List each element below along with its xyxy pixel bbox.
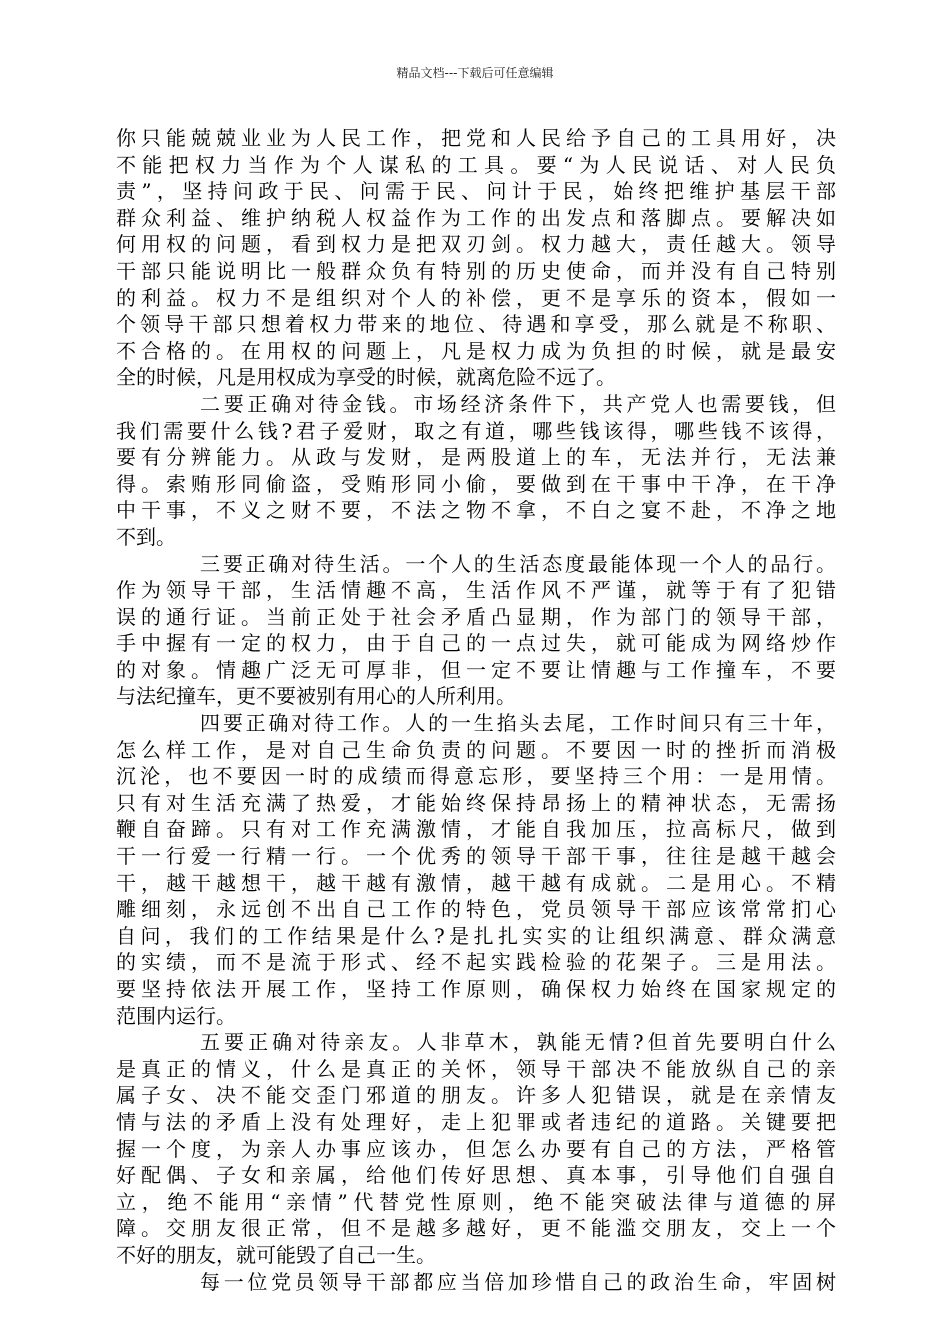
- text-line: 全的时候，凡是用权成为享受的时候，就离危险不远了。: [116, 365, 616, 390]
- text-line: 不能把权力当作为个人谋私的工具。要“为人民说话、对人民负: [116, 152, 836, 177]
- text-line: 属子女、决不能交歪门邪道的朋友。许多人犯错误，就是在亲情友: [116, 1083, 836, 1108]
- text-line: 干部只能说明比一般群众负有特别的历史使命，而并没有自己特别: [116, 258, 836, 283]
- text-line: 何用权的问题，看到权力是把双刃剑。权力越大，责任越大。领导: [116, 232, 836, 257]
- text-line: 要有分辨能力。从政与发财，是两股道上的车，无法并行，无法兼: [116, 445, 836, 470]
- page-header: 精品文档---下载后可任意编辑: [396, 66, 554, 80]
- text-line: 责”，坚持问政于民、问需于民、问计于民，始终把维护基层干部: [116, 179, 836, 204]
- paragraph-first-line: 三要正确对待生活。一个人的生活态度最能体现一个人的品行。: [200, 551, 836, 576]
- text-line: 情与法的矛盾上没有处理好，走上犯罪或者违纪的道路。关键要把: [116, 1109, 836, 1134]
- text-line: 自问，我们的工作结果是什么?是扎扎实实的让组织满意、群众满意: [116, 923, 836, 948]
- text-line: 障。交朋友很正常，但不是越多越好，更不能滥交朋友，交上一个: [116, 1216, 836, 1241]
- text-line: 立，绝不能用“亲情”代替党性原则，绝不能突破法律与道德的屏: [116, 1189, 836, 1214]
- text-line: 我们需要什么钱?君子爱财，取之有道，哪些钱该得，哪些钱不该得，: [116, 418, 836, 443]
- paragraph-first-line: 二要正确对待金钱。市场经济条件下，共产党人也需要钱，但: [200, 391, 836, 416]
- text-line: 的利益。权力不是组织对个人的补偿，更不是享乐的资本，假如一: [116, 285, 836, 310]
- text-line: 只有对生活充满了热爱，才能始终保持昂扬上的精神状态，无需扬: [116, 790, 836, 815]
- paragraph-first-line: 五要正确对待亲友。人非草木，孰能无情?但首先要明白什么: [200, 1030, 836, 1055]
- text-line: 好配偶、子女和亲属，给他们传好思想、真本事，引导他们自强自: [116, 1163, 836, 1188]
- text-line: 怎么样工作，是对自己生命负责的问题。不要因一时的挫折而消极: [116, 737, 836, 762]
- text-line: 干，越干越想干，越干越有激情，越干越有成就。二是用心。不精: [116, 870, 836, 895]
- text-line: 雕细刻，永远创不出自己工作的特色，党员领导干部应该常常扪心: [116, 897, 836, 922]
- text-line: 鞭自奋蹄。只有对工作充满激情，才能自我加压，拉高标尺，做到: [116, 817, 836, 842]
- text-line: 得。索贿形同偷盗，受贿形同小偷，要做到在干事中干净，在干净: [116, 471, 836, 496]
- document-body: [116, 125, 836, 1295]
- text-line: 范围内运行。: [116, 1003, 236, 1028]
- text-line: 不合格的。在用权的问题上，凡是权力成为负担的时候，就是最安: [116, 338, 836, 363]
- text-line: 不好的朋友，就可能毁了自己一生。: [116, 1242, 436, 1267]
- text-line: 不到。: [116, 524, 176, 549]
- text-line: 中干事，不义之财不要，不法之物不拿，不白之宴不赴，不净之地: [116, 498, 836, 523]
- text-line: 沉沦，也不要因一时的成绩而得意忘形，要坚持三个用：一是用情。: [116, 764, 836, 789]
- text-line: 作为领导干部，生活情趣不高，生活作风不严谨，就等于有了犯错: [116, 578, 836, 603]
- text-line: 手中握有一定的权力，由于自己的一点过失，就可能成为网络炒作: [116, 631, 836, 656]
- text-line: 个领导干部只想着权力带来的地位、待遇和享受，那么就是不称职、: [116, 312, 836, 337]
- text-line: 的实绩，而不是流于形式、经不起实践检验的花架子。三是用法。: [116, 950, 836, 975]
- text-line: 群众利益、维护纳税人权益作为工作的出发点和落脚点。要解决如: [116, 205, 836, 230]
- paragraph-first-line: 每一位党员领导干部都应当倍加珍惜自己的政治生命，牢固树: [200, 1269, 836, 1294]
- text-line: 干一行爱一行精一行。一个优秀的领导干部干事，往往是越干越会: [116, 844, 836, 869]
- text-line: 是真正的情义，什么是真正的关怀，领导干部决不能放纵自己的亲: [116, 1056, 836, 1081]
- text-line: 握一个度，为亲人办事应该办，但怎么办要有自己的方法，严格管: [116, 1136, 836, 1161]
- text-line: 误的通行证。当前正处于社会矛盾凸显期，作为部门的领导干部，: [116, 604, 836, 629]
- text-line: 与法纪撞车，更不要被别有用心的人所利用。: [116, 684, 516, 709]
- text-line: 你只能兢兢业业为人民工作，把党和人民给予自己的工具用好，决: [116, 126, 836, 150]
- paragraph-first-line: 四要正确对待工作。人的一生掐头去尾，工作时间只有三十年，: [200, 711, 836, 736]
- text-line: 的对象。情趣广泛无可厚非，但一定不要让情趣与工作撞车，不要: [116, 657, 836, 682]
- text-line: 要坚持依法开展工作，坚持工作原则，确保权力始终在国家规定的: [116, 977, 836, 1001]
